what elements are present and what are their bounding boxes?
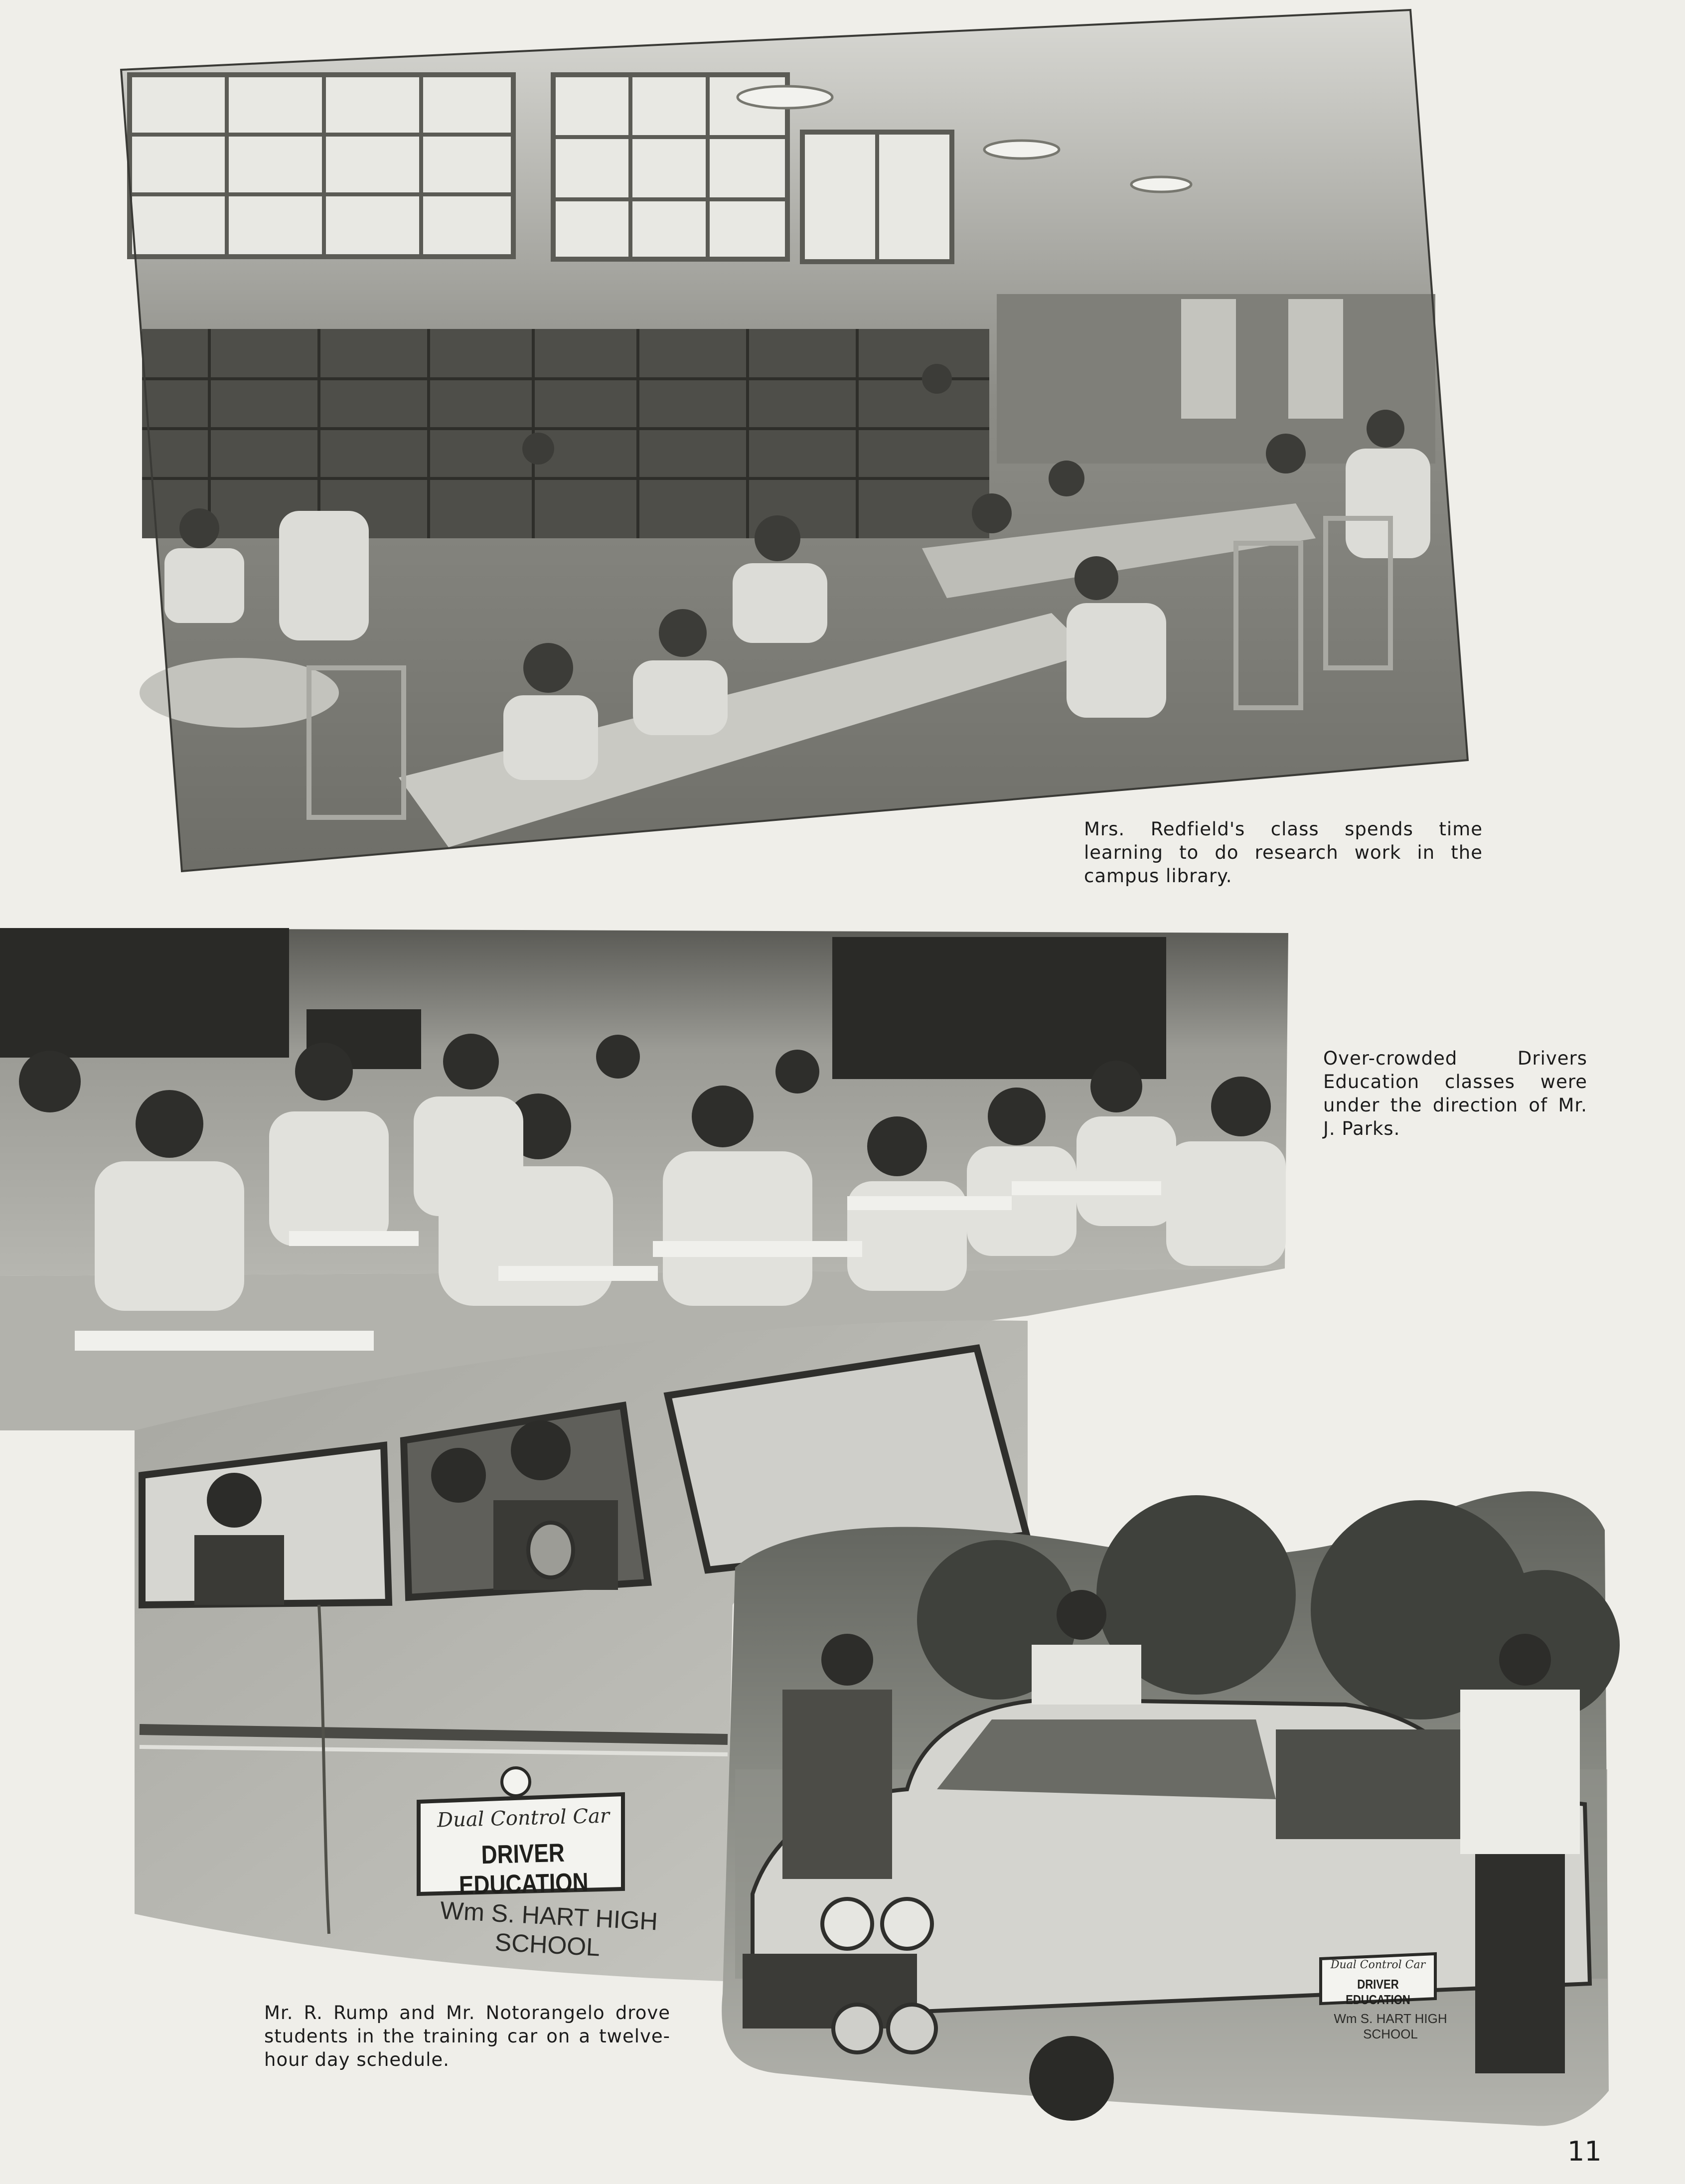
large-sign-line3: Wm S. HART HIGH SCHOOL — [439, 1896, 659, 1962]
large-sign-line1: Dual Control Car — [437, 1804, 610, 1832]
small-sign-line3: Wm S. HART HIGH SCHOOL — [1334, 2011, 1447, 2041]
page-number: 11 — [1567, 2136, 1602, 2167]
small-sign-line2: DRIVER EDUCATION — [1346, 1977, 1410, 2007]
drivers-ed-caption: Over-crowded Drivers Education classes were under the direction of Mr. J. Parks. — [1323, 1048, 1587, 1139]
library-photo — [121, 10, 1468, 871]
large-sign-line2: DRIVER EDUCATION — [459, 1838, 589, 1900]
small-sign-line1: Dual Control Car — [1330, 1959, 1426, 1971]
library-caption: Mrs. Redfield's class spends time learning to do research work in the campus library. — [1084, 818, 1483, 887]
training-car-caption: Mr. R. Rump and Mr. Notorangelo drove students in the training car on a twelve-hour day schedule. — [264, 2002, 670, 2070]
outdoor-car-photo — [722, 1491, 1620, 2126]
